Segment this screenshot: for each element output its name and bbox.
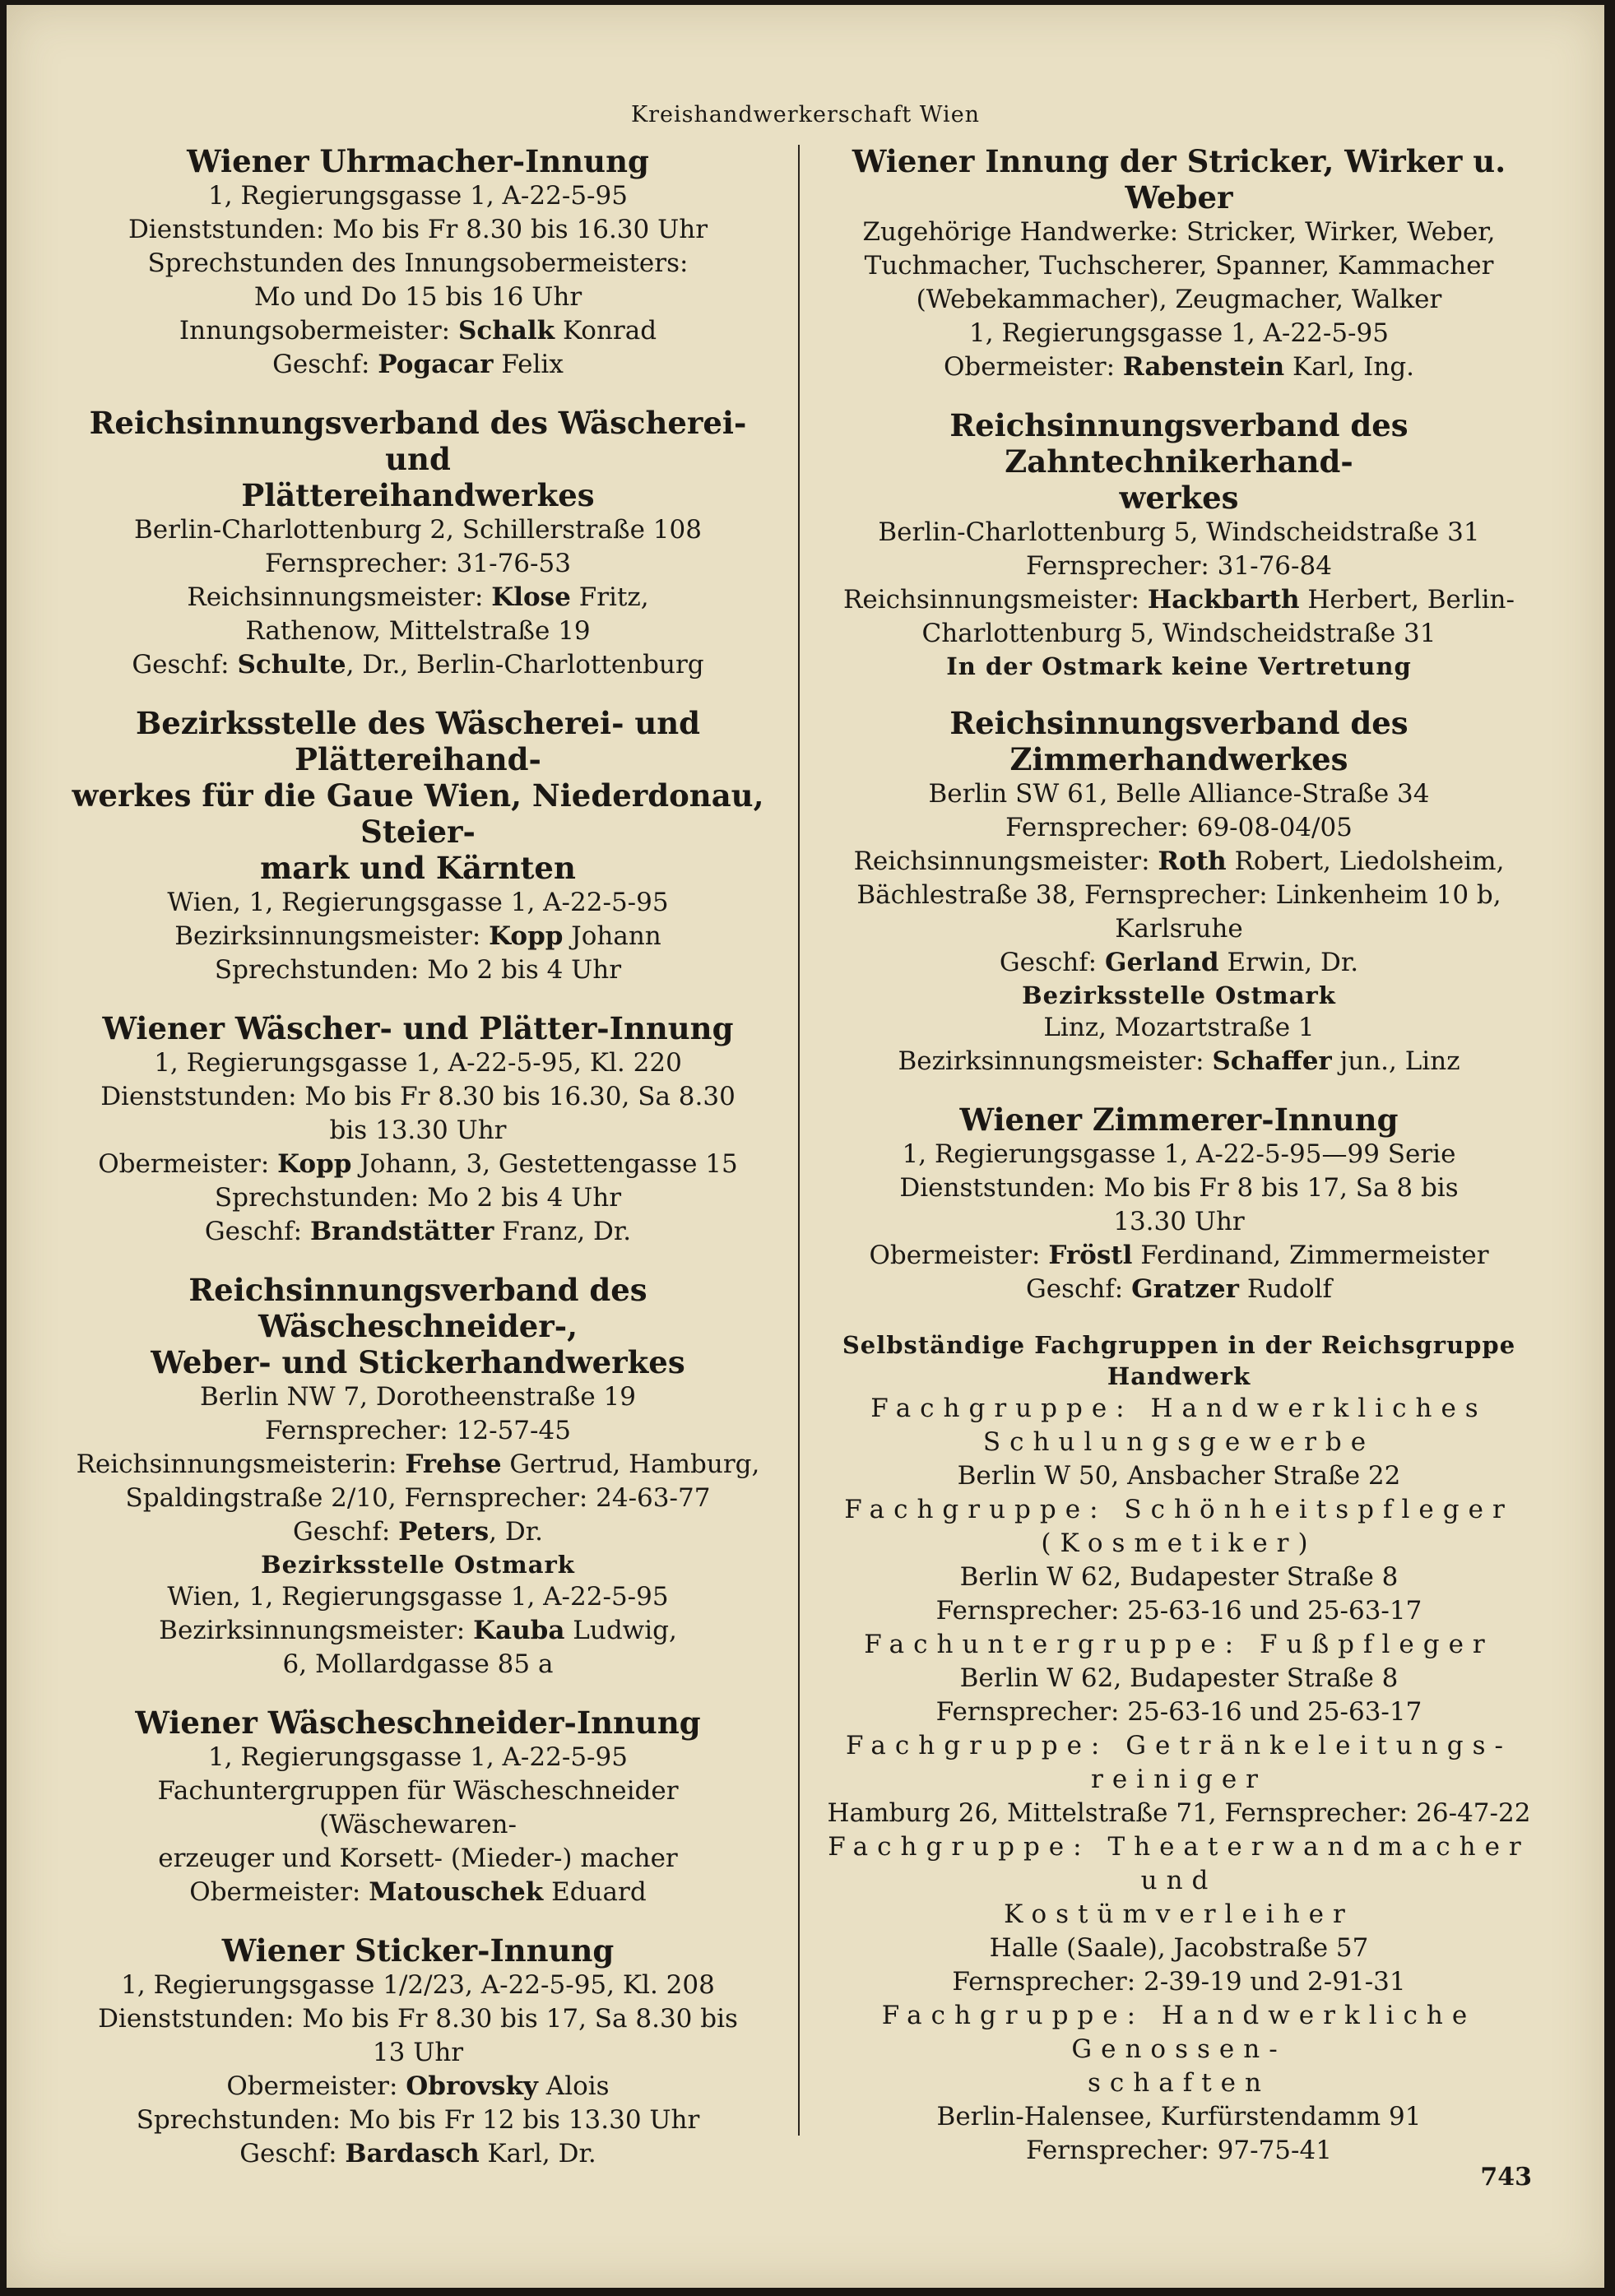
role-label: Innungsobermeister: xyxy=(179,316,458,346)
entry-title: Wiener Innung der Stricker, Wirker u. Weber xyxy=(852,143,1506,216)
entry-address: 1, Regierungsgasse 1, A-22-5-95 xyxy=(208,1742,628,1772)
entry-line: Spaldingstraße 2/10, Fernsprecher: 24-63-77 xyxy=(125,1483,711,1513)
entry-person-line xyxy=(56,920,780,953)
entry-person-line xyxy=(56,2137,780,2171)
person-surname: Kopp xyxy=(277,1149,352,1179)
entry-person-line xyxy=(56,314,780,348)
fachgruppe-heading: Fachgruppe: Handwerkliches xyxy=(870,1394,1487,1423)
person-rest: Rudolf xyxy=(1238,1274,1333,1304)
entry-title: Handwerk xyxy=(1107,1362,1251,1390)
role-label: Bezirksinnungsmeister: xyxy=(898,1046,1213,1076)
fachgruppe-address: Halle (Saale), Jacobstraße 57 xyxy=(989,1933,1369,1963)
entry-line: (Webekammacher), Zeugmacher, Walker xyxy=(916,285,1442,314)
entry-subheading: Bezirksstelle Ostmark xyxy=(1022,981,1336,1009)
entry-line: Sprechstunden des Innungsobermeisters: xyxy=(147,248,689,278)
role-label: Geschf: xyxy=(999,948,1105,977)
person-surname: Rabenstein xyxy=(1122,352,1285,382)
entry-line: bis 13.30 Uhr xyxy=(329,1116,507,1145)
role-label: Geschf: xyxy=(272,350,378,379)
person-rest: Johann xyxy=(563,921,661,951)
entry-person-line xyxy=(56,581,780,615)
person-surname: Brandstätter xyxy=(309,1217,494,1246)
entry-person-line xyxy=(56,1515,780,1549)
fachgruppe-heading: Fachgruppe: Theaterwandmacher und xyxy=(828,1832,1530,1895)
entry-title: Wiener Zimmerer-Innung xyxy=(959,1102,1399,1138)
entry-waescheschneider-verband xyxy=(56,1272,780,1681)
entry-address: Berlin SW 61, Belle Alliance-Straße 34 xyxy=(928,779,1430,809)
role-label: Bezirksinnungsmeister: xyxy=(174,921,490,951)
person-surname: Klose xyxy=(491,582,571,612)
entry-address: Linz, Mozartstraße 1 xyxy=(1043,1013,1315,1042)
fachgruppe-address: Berlin W 62, Budapester Straße 8 xyxy=(959,1562,1399,1592)
entry-zimmer-verband xyxy=(817,705,1541,1078)
role-label: Obermeister: xyxy=(226,2071,406,2101)
entry-line: Bächlestraße 38, Fernsprecher: Linkenheim 10 b, xyxy=(856,880,1501,910)
entry-title: Selbständige Fachgruppen in der Reichsgruppe xyxy=(842,1331,1516,1359)
entry-waescherei-verband xyxy=(56,405,780,682)
person-surname: Matouschek xyxy=(369,1877,544,1907)
column-divider xyxy=(798,145,800,2136)
entry-address: 1, Regierungsgasse 1, A-22-5-95, Kl. 220 xyxy=(154,1048,682,1078)
entry-stricker-innung xyxy=(817,143,1541,384)
entry-address: 1, Regierungsgasse 1/2/23, A-22-5-95, Kl. 208 xyxy=(121,1970,715,2000)
entry-title: mark und Kärnten xyxy=(260,850,576,886)
person-rest: Ferdinand, Zimmermeister xyxy=(1132,1241,1489,1270)
entry-office-hours: Dienststunden: Mo bis Fr 8.30 bis 16.30, Sa 8.30 xyxy=(100,1082,736,1111)
entry-title: Plättereihandwerkes xyxy=(241,477,595,513)
entry-line: Zugehörige Handwerke: Stricker, Wirker, Weber, xyxy=(862,217,1496,247)
entry-line: Tuchmacher, Tuchscherer, Spanner, Kammacher xyxy=(864,251,1494,281)
running-head: Kreishandwerkerschaft Wien xyxy=(630,102,981,128)
person-rest: Erwin, Dr. xyxy=(1218,948,1359,977)
fachgruppe-phone: Fernsprecher: 2-39-19 und 2-91-31 xyxy=(952,1967,1406,1997)
entry-office-hours: Dienststunden: Mo bis Fr 8 bis 17, Sa 8 bis xyxy=(899,1173,1459,1203)
entry-office-hours: Dienststunden: Mo bis Fr 8.30 bis 17, Sa 8.30 bis xyxy=(98,2004,738,2034)
entry-address: 1, Regierungsgasse 1, A-22-5-95—99 Serie xyxy=(902,1139,1456,1169)
entry-line: Rathenow, Mittelstraße 19 xyxy=(245,616,591,646)
entry-title: Wiener Wäscher- und Plätter-Innung xyxy=(102,1010,734,1046)
person-rest: Karl, Dr. xyxy=(479,2139,596,2168)
person-surname: Fröstl xyxy=(1048,1241,1133,1270)
person-rest: Felix xyxy=(493,350,564,379)
entry-address: Berlin-Charlottenburg 5, Windscheidstraße 31 xyxy=(878,517,1480,547)
entry-waescheschneider-innung xyxy=(56,1705,780,1909)
fachgruppe-heading: Schulungsgewerbe xyxy=(982,1427,1376,1457)
fachgruppe-address: Hamburg 26, Mittelstraße 71, Fernsprecher: 26-47-22 xyxy=(827,1798,1531,1828)
fachgruppe-heading: reiniger xyxy=(1091,1765,1267,1794)
fachgruppe-heading: schaften xyxy=(1088,2068,1270,2098)
entry-zahntechniker-verband xyxy=(817,407,1541,682)
right-column xyxy=(817,143,1541,2191)
person-rest: Johann, 3, Gestettengasse 15 xyxy=(351,1149,738,1179)
entry-waescher-innung xyxy=(56,1010,780,1249)
role-label: Geschf: xyxy=(239,2139,346,2168)
fachgruppe-address: Berlin W 62, Budapester Straße 8 xyxy=(959,1663,1399,1693)
entry-title: Reichsinnungsverband des Zimmerhandwerkes xyxy=(949,705,1408,777)
person-surname: Gerland xyxy=(1104,948,1219,977)
role-label: Geschf: xyxy=(132,650,238,680)
entry-phone: Fernsprecher: 69-08-04/05 xyxy=(1005,813,1353,842)
entry-line: 13.30 Uhr xyxy=(1113,1207,1245,1236)
entry-phone: Fernsprecher: 31-76-53 xyxy=(265,549,571,578)
person-surname: Bardasch xyxy=(345,2139,480,2168)
person-rest: Herbert, Berlin- xyxy=(1299,585,1515,615)
role-label: Obermeister: xyxy=(869,1241,1049,1270)
fachgruppe-heading: Fachuntergruppe: Fußpfleger xyxy=(864,1630,1494,1659)
entry-line: 13 Uhr xyxy=(372,2038,464,2067)
role-label: Reichsinnungsmeisterin: xyxy=(76,1449,406,1479)
entry-phone: Fernsprecher: 12-57-45 xyxy=(265,1416,571,1445)
entry-person-line xyxy=(56,1448,780,1482)
fachgruppe-heading: Fachgruppe: Handwerkliche Genossen- xyxy=(881,2001,1477,2064)
entry-phone: Fernsprecher: 31-76-84 xyxy=(1026,551,1332,581)
entry-line: Mo und Do 15 bis 16 Uhr xyxy=(253,282,582,312)
person-surname: Roth xyxy=(1158,847,1227,876)
entry-address: Wien, 1, Regierungsgasse 1, A-22-5-95 xyxy=(167,1582,669,1612)
entry-title: Reichsinnungsverband des Wäscheschneider-, xyxy=(188,1272,647,1344)
page-number: 743 xyxy=(1480,2163,1532,2192)
document-page xyxy=(7,5,1604,2288)
entry-person-line xyxy=(56,648,780,682)
fachgruppe-address: Berlin-Halensee, Kurfürstendamm 91 xyxy=(936,2102,1422,2131)
person-rest: Gertrud, Hamburg, xyxy=(501,1449,760,1479)
entry-line: Charlottenburg 5, Windscheidstraße 31 xyxy=(921,619,1436,648)
fachgruppe-phone: Fernsprecher: 97-75-41 xyxy=(1026,2136,1332,2165)
entry-line: erzeuger und Korsett- (Mieder-) macher xyxy=(158,1844,678,1873)
entry-address: Berlin NW 7, Dorotheenstraße 19 xyxy=(200,1382,636,1412)
entry-bezirksstelle-waescherei xyxy=(56,705,780,987)
entry-person-line xyxy=(817,1239,1541,1273)
person-surname: Gratzer xyxy=(1131,1274,1239,1304)
person-surname: Schaffer xyxy=(1212,1046,1332,1076)
entry-title: Wiener Uhrmacher-Innung xyxy=(187,143,649,179)
person-rest: , Dr. xyxy=(489,1517,543,1547)
role-label: Obermeister: xyxy=(943,352,1123,382)
role-label: Obermeister: xyxy=(98,1149,278,1179)
fachgruppe-address: Berlin W 50, Ansbacher Straße 22 xyxy=(957,1461,1401,1491)
role-label: Reichsinnungsmeister: xyxy=(853,847,1158,876)
entry-line: Sprechstunden: Mo 2 bis 4 Uhr xyxy=(214,1183,622,1213)
entry-title: Reichsinnungsverband des Zahntechnikerhand- xyxy=(949,407,1408,480)
person-surname: Schalk xyxy=(457,316,555,346)
role-label: Geschf: xyxy=(293,1517,399,1547)
entry-office-hours: Dienststunden: Mo bis Fr 8.30 bis 16.30 Uhr xyxy=(128,215,708,244)
entry-person-line xyxy=(56,2070,780,2104)
entry-person-line xyxy=(56,1614,780,1648)
fachgruppe-phone: Fernsprecher: 25-63-16 und 25-63-17 xyxy=(935,1596,1422,1626)
person-rest: Robert, Liedolsheim, xyxy=(1226,847,1505,876)
entry-title: Weber- und Stickerhandwerkes xyxy=(151,1344,685,1380)
entry-line: Sprechstunden: Mo bis Fr 12 bis 13.30 Uhr xyxy=(136,2105,700,2135)
person-rest: Konrad xyxy=(555,316,657,346)
fachgruppe-heading: Kostümverleiher xyxy=(1004,1899,1354,1929)
entry-subheading: Bezirksstelle Ostmark xyxy=(261,1551,575,1579)
person-rest: Ludwig, xyxy=(564,1616,677,1645)
role-label: Bezirksinnungsmeister: xyxy=(159,1616,474,1645)
entry-person-line xyxy=(817,845,1541,879)
person-rest: Eduard xyxy=(543,1877,647,1907)
role-label: Geschf: xyxy=(204,1217,310,1246)
entry-line: Fachuntergruppen für Wäscheschneider (Wäschewaren- xyxy=(157,1776,679,1839)
entry-address: Berlin-Charlottenburg 2, Schillerstraße 108 xyxy=(134,515,702,545)
entry-person-line xyxy=(817,1045,1541,1078)
entry-title: Bezirksstelle des Wäscherei- und Plättereihand- xyxy=(135,705,701,777)
entry-sticker-innung xyxy=(56,1932,780,2171)
role-label: Obermeister: xyxy=(189,1877,369,1907)
entry-selbstaendige-fachgruppen xyxy=(817,1329,1541,2168)
person-surname: Pogacar xyxy=(378,350,494,379)
person-rest: jun., Linz xyxy=(1331,1046,1460,1076)
person-rest: Fritz, xyxy=(570,582,649,612)
person-surname: Hackbarth xyxy=(1147,585,1300,615)
entry-person-line xyxy=(817,583,1541,617)
entry-line: 6, Mollardgasse 85 a xyxy=(282,1649,554,1679)
person-rest: Alois xyxy=(537,2071,610,2101)
person-surname: Kopp xyxy=(489,921,564,951)
entry-person-line xyxy=(56,1876,780,1909)
entry-title: Wiener Wäscheschneider-Innung xyxy=(135,1705,701,1741)
role-label: Geschf: xyxy=(1025,1274,1132,1304)
person-rest: Karl, Ing. xyxy=(1284,352,1415,382)
entry-person-line xyxy=(817,350,1541,384)
entry-person-line xyxy=(817,946,1541,980)
entry-title: Wiener Sticker-Innung xyxy=(221,1932,615,1969)
entry-uhrmacher-innung xyxy=(56,143,780,382)
person-rest: , Dr., Berlin-Charlottenburg xyxy=(346,650,704,680)
person-surname: Frehse xyxy=(405,1449,502,1479)
entry-address: Wien, 1, Regierungsgasse 1, A-22-5-95 xyxy=(167,888,669,917)
entry-title: Reichsinnungsverband des Wäscherei- und xyxy=(89,405,747,477)
entry-title: werkes für die Gaue Wien, Niederdonau, Steier- xyxy=(72,777,764,850)
fachgruppe-heading: Fachgruppe: Getränkeleitungs- xyxy=(846,1731,1512,1760)
entry-person-line xyxy=(817,1273,1541,1306)
person-surname: Peters xyxy=(398,1517,490,1547)
entry-line: Sprechstunden: Mo 2 bis 4 Uhr xyxy=(214,955,622,985)
fachgruppe-heading: (Kosmetiker) xyxy=(1041,1528,1317,1558)
entry-person-line xyxy=(56,348,780,382)
person-rest: Franz, Dr. xyxy=(494,1217,632,1246)
entry-title: werkes xyxy=(1119,480,1239,516)
fachgruppe-heading: Fachgruppe: Schönheitspfleger xyxy=(844,1495,1514,1524)
entry-person-line xyxy=(56,1148,780,1181)
role-label: Reichsinnungsmeister: xyxy=(187,582,492,612)
fachgruppe-phone: Fernsprecher: 25-63-16 und 25-63-17 xyxy=(935,1697,1422,1727)
entry-address: 1, Regierungsgasse 1, A-22-5-95 xyxy=(969,318,1389,348)
entry-subheading: In der Ostmark keine Vertretung xyxy=(946,652,1412,680)
person-surname: Kauba xyxy=(473,1616,565,1645)
entry-address: 1, Regierungsgasse 1, A-22-5-95 xyxy=(208,181,628,211)
entry-line: Karlsruhe xyxy=(1115,914,1243,944)
left-column xyxy=(56,143,780,2194)
entry-zimmerer-innung xyxy=(817,1102,1541,1306)
person-surname: Obrovsky xyxy=(406,2071,538,2101)
entry-person-line xyxy=(56,1215,780,1249)
role-label: Reichsinnungsmeister: xyxy=(843,585,1148,615)
person-surname: Schulte xyxy=(237,650,346,680)
